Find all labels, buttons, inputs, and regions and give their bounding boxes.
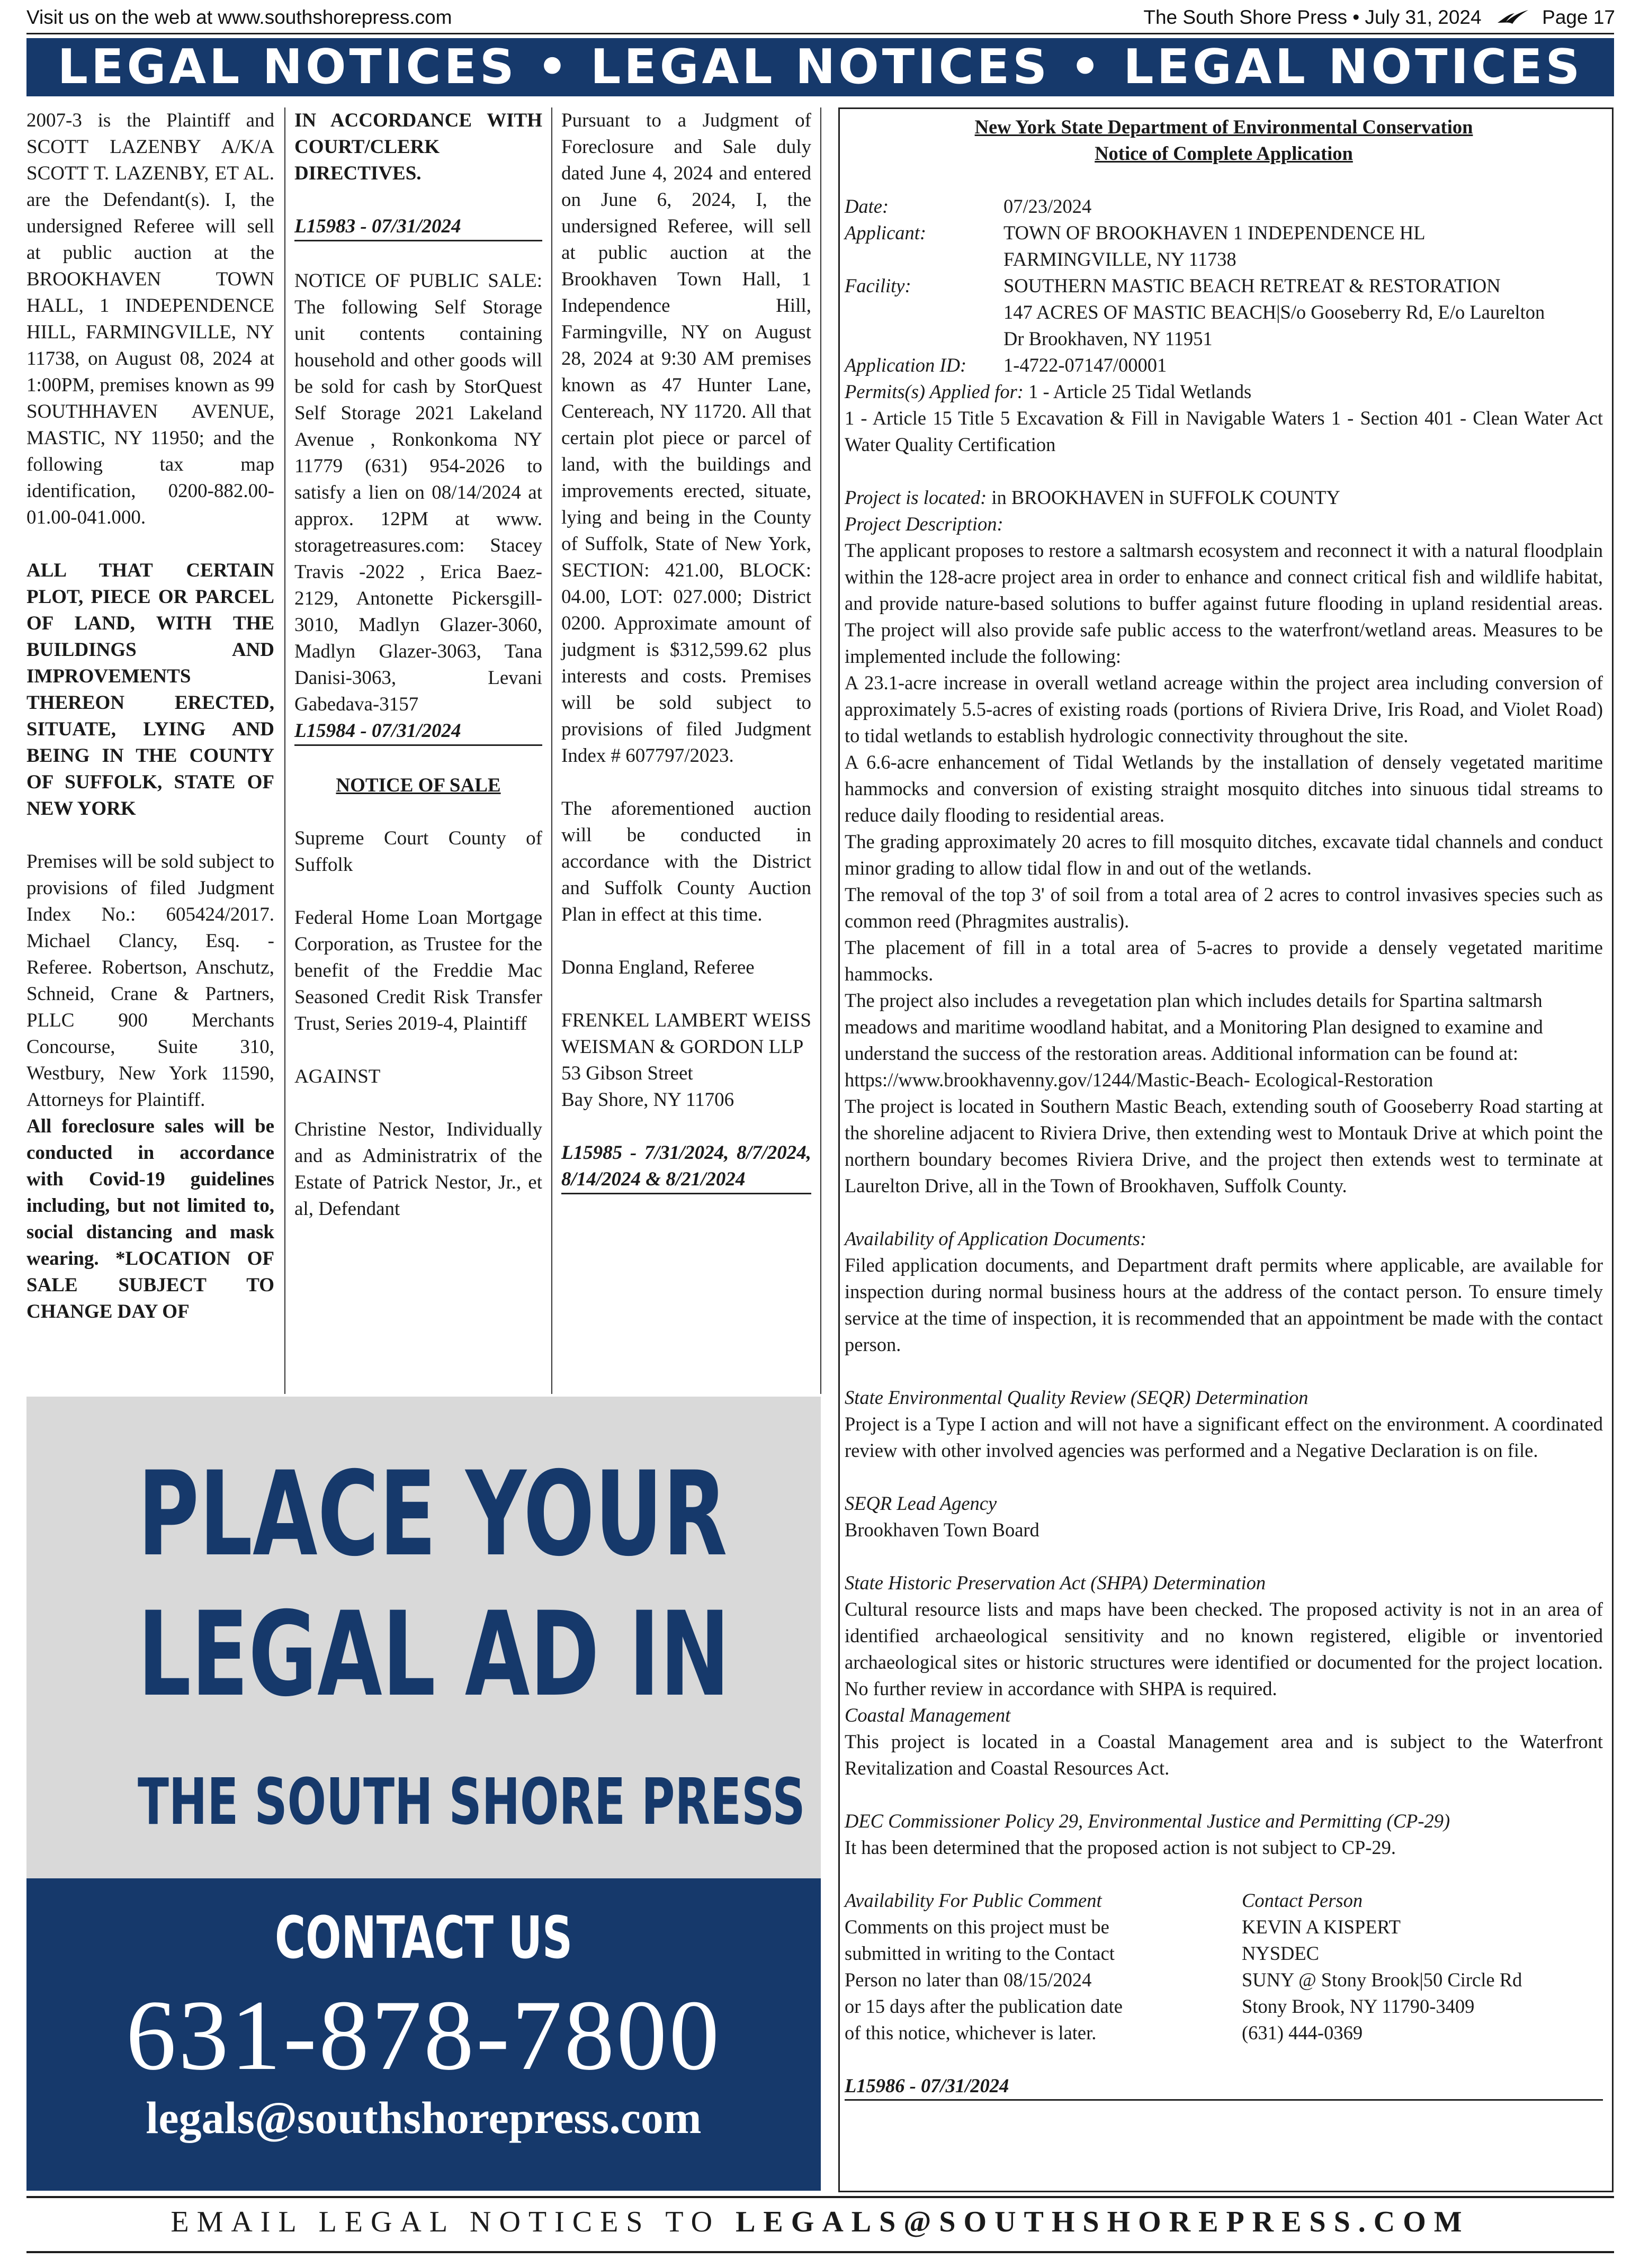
column-1 xyxy=(26,107,274,1325)
section-label: State Historic Preservation Act (SHPA) Determination xyxy=(845,1572,1266,1594)
notice-text: The aforementioned auction will be conducted in accordance with the District and Suffolk County Auction Plan in effect at this time. xyxy=(561,798,811,925)
contact-address: SUNY @ Stony Brook|50 Circle Rd xyxy=(1242,1969,1522,1991)
page-number: Page 17 xyxy=(1542,6,1615,28)
notice-text: IN ACCORDANCE WITH COURT/CLERK DIRECTIVES. xyxy=(294,110,542,184)
section-label: Availability For Public Comment xyxy=(845,1889,1102,1911)
field-label: Project Description: xyxy=(845,513,1003,535)
column-2 xyxy=(294,107,542,1249)
section-label: Coastal Management xyxy=(845,1704,1011,1726)
notice-text: Supreme Court County of Suffolk xyxy=(294,827,542,876)
description-text: The placement of fill in a total area of 5-acres to provide a densely vegetated maritime hammocks. xyxy=(845,937,1603,985)
dec-title: New York State Department of Environmental Conservation xyxy=(974,116,1473,138)
column-3 xyxy=(561,107,811,1221)
notice-text: All foreclosure sales will be conducted in accordance with Covid-19 guidelines including, but not limited to, social distancing and mask wearing. *LOCATION OF SALE SUBJECT TO CHANGE DAY OF xyxy=(26,1115,274,1322)
footer-rule xyxy=(26,2251,1614,2253)
section-text: submitted in writing to the Contact xyxy=(845,1942,1115,1964)
section-text: or 15 days after the publication date xyxy=(845,1995,1123,2017)
masthead: The South Shore Press • July 31, 2024 xyxy=(1143,6,1482,28)
notice-text: AGAINST xyxy=(294,1066,381,1087)
description-text: The grading approximately 20 acres to fill mosquito ditches, excavate tidal channels and conduct minor grading to allow tidal flow in and out of the wetlands. xyxy=(845,831,1603,879)
notice-text: Pursuant to a Judgment of Foreclosure and Sale duly dated June 4, 2024 and entered on June 6, 2024, I, the undersigned Referee, will sell at public auction at the Brookhaven Town Hall, 1 Independence Hill, Farmingville, NY on August 28, 2024 at 9:30 AM premises known as 47 Hunter Lane, Centereach, NY 11720. All that certain plot piece or parcel of land, with the buildings and improvements erected, situate, lying and being in the County of Suffolk, State of New York, SECTION: 421.00, BLOCK: 04.00, LOT: 027.000; District 0200. Approximate amount of judgment is $312,599.62 plus interests and costs. Premises will be sold subject to provisions of filed Judgment Index # 607797/2023. xyxy=(561,110,811,767)
firm-address: 53 Gibson Street xyxy=(561,1063,693,1084)
description-text: The project also includes a revegetation plan which includes details for Spartina saltmarsh meadows and maritime woodland habitat, and a Monitoring Plan designed to examine and understand the success of the restoration areas. Additional information can be found at: https://www.brookhavenny.gov/1244/Mastic-Beach- Ecological-Restoration xyxy=(845,989,1543,1091)
section-text: It has been determined that the proposed action is not subject to CP-29. xyxy=(845,1837,1396,1858)
field-label: Permits(s) Applied for: xyxy=(845,381,1024,402)
field-value: TOWN OF BROOKHAVEN 1 INDEPENDENCE HL xyxy=(1003,222,1426,244)
field-value: SOUTHERN MASTIC BEACH RETREAT & RESTORATION xyxy=(1003,275,1501,296)
firm-city: Bay Shore, NY 11706 xyxy=(561,1089,734,1111)
ad-phone: 631-878-7800 xyxy=(126,1980,722,2091)
contact-org: NYSDEC xyxy=(1242,1942,1320,1964)
section-text: of this notice, whichever is later. xyxy=(845,2022,1097,2044)
masthead-line xyxy=(1143,6,1615,30)
website-line: Visit us on the web at www.southshorepress.com xyxy=(26,6,452,28)
description-text: The removal of the top 3' of soil from a total area of 2 acres to control invasives species such as common reed (Phragmites australis). xyxy=(845,884,1603,932)
field-label: Facility: xyxy=(845,275,911,296)
field-label: Project is located: xyxy=(845,487,987,508)
notice-text: Premises will be sold subject to provisions of filed Judgment Index No.: 605424/2017. Michael Clancy, Esq. - Referee. Robertson, Anschutz, Schneid, Crane & Partners, PLLC 900 Merchants Concourse, Suite 310, Westbury, New York 11590, Attorneys for Plaintiff. xyxy=(26,851,274,1111)
section-label: SEQR Lead Agency xyxy=(845,1492,997,1514)
section-label: State Environmental Quality Review (SEQR) Determination xyxy=(845,1387,1309,1408)
bird-logo-icon xyxy=(1496,7,1529,30)
dec-subtitle: Notice of Complete Application xyxy=(1095,142,1353,164)
section-text: Project is a Type I action and will not have a significant effect on the environment. A coordinated review with other involved agencies was performed and a Negative Declaration is on file. xyxy=(845,1413,1603,1461)
section-text: Brookhaven Town Board xyxy=(845,1519,1039,1541)
section-banner: LEGAL NOTICES • LEGAL NOTICES • LEGAL NOTICES xyxy=(26,38,1614,96)
notice-id: L15983 - 07/31/2024 xyxy=(294,213,542,241)
notice-id: L15986 - 07/31/2024 xyxy=(845,2073,1603,2101)
notice-text: 2007-3 is the Plaintiff and SCOTT LAZENBY A/K/A SCOTT T. LAZENBY, ET AL. are the Defendant(s). I, the undersigned Referee will sell at public auction at the BROOKHAVEN TOWN HALL, 1 INDEPENDENCE HILL, FARMINGVILLE, NY 11738, on August 08, 2024 at 1:00PM, premises known as 99 SOUTHHAVEN AVENUE, MASTIC, NY 11950; and the following tax map identification, 0200-882.00-01.00-041.000. xyxy=(26,110,274,528)
ad-publication-name: THE SOUTH SHORE PRESS xyxy=(138,1766,805,1839)
section-text: Filed application documents, and Department draft permits where applicable, are available for inspection during normal business hours at the address of the contact person. To ensure timely service at the time of inspection, it is recommended that an appointment be made with the contact person. xyxy=(845,1254,1603,1355)
field-value: FARMINGVILLE, NY 11738 xyxy=(1003,248,1236,270)
top-bar xyxy=(26,4,1615,31)
notice-text: Federal Home Loan Mortgage Corporation, as Trustee for the benefit of the Freddie Mac Seasoned Credit Risk Transfer Trust, Series 2019-4, Plaintiff xyxy=(294,907,542,1034)
field-value: Dr Brookhaven, NY 11951 xyxy=(1003,328,1213,349)
notice-text: ALL THAT CERTAIN PLOT, PIECE OR PARCEL OF LAND, WITH THE BUILDINGS AND IMPROVEMENTS THEREON ERECTED, SITUATE, LYING AND BEING IN THE COUNTY OF SUFFOLK, STATE OF NEW YORK xyxy=(26,560,274,820)
notice-text: Donna England, Referee xyxy=(561,957,755,978)
field-value: in BROOKHAVEN in SUFFOLK COUNTY xyxy=(991,487,1340,508)
comment-contact-block xyxy=(845,1887,1603,2046)
firm-name: FRENKEL LAMBERT WEISS WEISMAN & GORDON LLP xyxy=(561,1010,811,1058)
field-value: 1-4722-07147/00001 xyxy=(1003,354,1167,376)
footer-line xyxy=(26,2205,1614,2242)
notice-id: L15984 - 07/31/2024 xyxy=(294,718,542,746)
dec-notice xyxy=(845,114,1603,2101)
section-label: DEC Commissioner Policy 29, Environmental Justice and Permitting (CP-29) xyxy=(845,1810,1450,1832)
field-label: Application ID: xyxy=(845,354,967,376)
ad-headline-2: LEGAL AD IN xyxy=(138,1587,730,1722)
field-label: Applicant: xyxy=(845,222,927,244)
notice-id: L15985 - 7/31/2024, 8/7/2024, 8/14/2024 & 8/21/2024 xyxy=(561,1140,811,1194)
field-value: 07/23/2024 xyxy=(1003,195,1092,217)
description-text: A 23.1-acre increase in overall wetland acreage within the project area including conversion of approximately 5.5-acres of existing roads (portions of Riviera Drive, Iris Road, and Violet Road) to tidal wetlands to establish hydrologic connectivity throughout the site. xyxy=(845,672,1603,746)
notice-heading: NOTICE OF SALE xyxy=(336,775,501,796)
column-divider xyxy=(820,107,821,1394)
contact-phone: (631) 444-0369 xyxy=(1242,2022,1363,2044)
ad-contact-heading: CONTACT US xyxy=(275,1904,572,1972)
section-text: This project is located in a Coastal Management area and is subject to the Waterfront Revitalization and Coastal Resources Act. xyxy=(845,1731,1603,1779)
section-text: Cultural resource lists and maps have been checked. The proposed activity is not in an area of identified archaeological sensitivity and no known registered, eligible or inventoried archaeological sites or historic structures were identified or documented for the project location. No further review in accordance with SHPA is required. xyxy=(845,1598,1603,1699)
field-value: 1 - Article 15 Title 5 Excavation & Fill in Navigable Waters 1 - Section 401 - Clean Water Act Water Quality Certification xyxy=(845,407,1603,455)
section-text: Person no later than 08/15/2024 xyxy=(845,1969,1092,1991)
section-label: Contact Person xyxy=(1242,1889,1363,1911)
field-value: 147 ACRES OF MASTIC BEACH|S/o Gooseberry Rd, E/o Laurelton xyxy=(1003,301,1545,323)
ad-email: legals@southshorepress.com xyxy=(146,2092,702,2143)
footer-prefix: EMAIL LEGAL NOTICES TO xyxy=(171,2206,736,2238)
footer-email: LEGALS@SOUTHSHOREPRESS.COM xyxy=(736,2206,1470,2238)
ad-headline-1: PLACE YOUR xyxy=(138,1446,728,1582)
contact-city: Stony Brook, NY 11790-3409 xyxy=(1242,1995,1475,2017)
description-text: The applicant proposes to restore a saltmarsh ecosystem and reconnect it with a natural floodplain within the 128-acre project area in order to enhance and connect critical fish and wildlife habitat, and provide nature-based solutions to buffer against future flooding in upland residential areas. The project will also provide safe public access to the waterfront/wetland areas. Measures to be implemented include the following: xyxy=(845,539,1603,667)
notice-text: Christine Nestor, Individually and as Administratrix of the Estate of Patrick Nestor, Jr., et al, Defendant xyxy=(294,1119,542,1220)
field-value: 1 - Article 25 Tidal Wetlands xyxy=(1028,381,1252,402)
section-label: Availability of Application Documents: xyxy=(845,1228,1147,1249)
column-divider xyxy=(284,107,285,1394)
footer-rule xyxy=(26,2196,1614,2198)
description-text: The project is located in Southern Mastic Beach, extending south of Gooseberry Road starting at the shoreline adjacent to Riviera Drive, then extending west to Montauk Drive at which point the northern boundary becomes Riviera Drive, and the project then extends west to terminate at Laurelton Drive, all in the Town of Brookhaven, Suffolk County. xyxy=(845,1095,1603,1196)
notice-text: NOTICE OF PUBLIC SALE: The following Self Storage unit contents containing household and other goods will be sold for cash by StorQuest Self Storage 2021 Lakeland Avenue , Ronkonkoma NY 11779 (631) 954-2026 to satisfy a lien on 08/14/2024 at approx. 12PM at www. storagetreasures.com: Stacey Travis -2022 , Erica Baez-2129, Antonette Pickersgill-3010, Madlyn Glazer-3060, Madlyn Glazer-3063, Tana Danisi-3063, Levani Gabedava-3157 xyxy=(294,270,542,715)
contact-name: KEVIN A KISPERT xyxy=(1242,1916,1401,1938)
field-label: Date: xyxy=(845,195,889,217)
section-text: Comments on this project must be xyxy=(845,1916,1109,1938)
top-rule xyxy=(26,33,1614,34)
column-divider xyxy=(551,107,552,1394)
description-text: A 6.6-acre enhancement of Tidal Wetlands by the installation of densely vegetated maritime hammocks and conversion of existing straight mosquito ditches into sinuous tidal streams to reduce daily flooding to residential areas. xyxy=(845,751,1603,826)
